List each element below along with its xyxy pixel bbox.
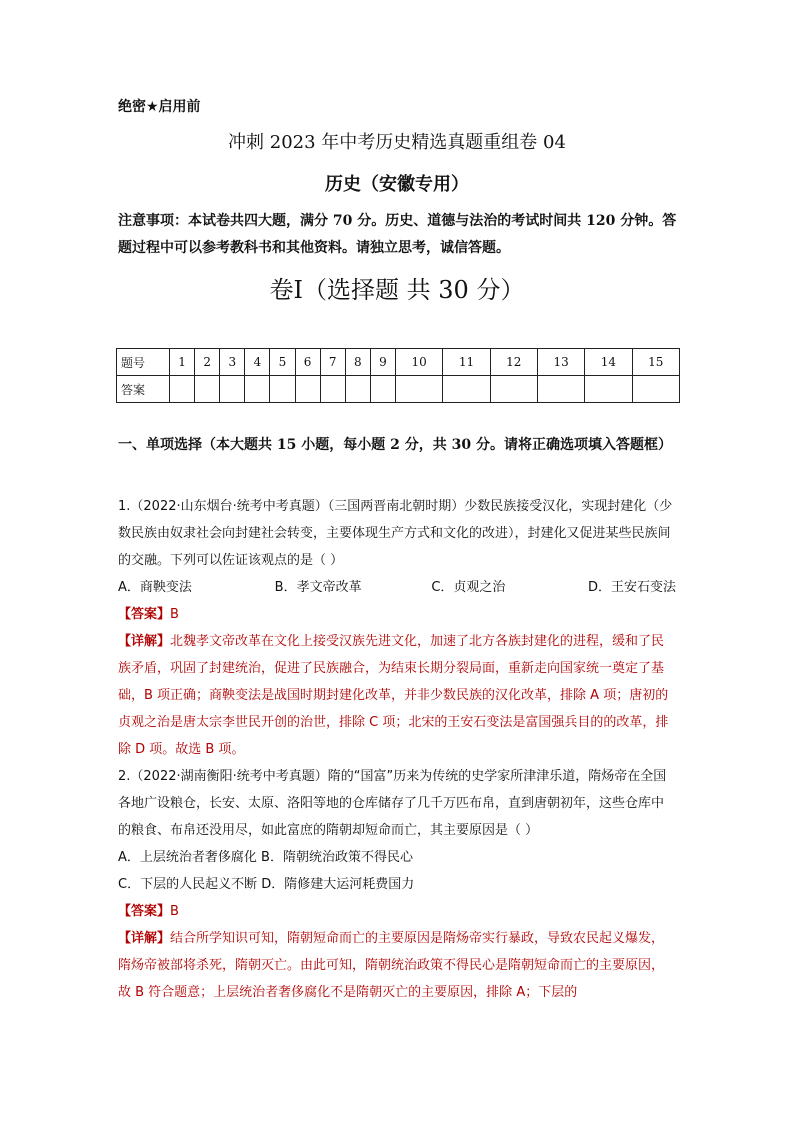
exam-subtitle: 历史（安徽专用） xyxy=(325,174,469,195)
answer-cell[interactable] xyxy=(585,376,632,403)
exam-notice: 注意事项：本试卷共四大题，满分 70 分。历史、道德与法治的考试时间共 120 分钟。答题过程中可以参考教科书和其他资料。请独立思考，诚信答题。 xyxy=(118,213,677,256)
detail-tag: 【详解】 xyxy=(118,634,171,649)
answer-cell[interactable] xyxy=(395,376,442,403)
answer-cell[interactable] xyxy=(632,376,679,403)
question-number-cell: 5 xyxy=(270,349,295,376)
question-2-answer xyxy=(118,898,676,925)
question-number-cell: 8 xyxy=(345,349,370,376)
answer-cell[interactable] xyxy=(320,376,345,403)
answer-cell[interactable] xyxy=(295,376,320,403)
question-2-options-cd: C．下层的人民起义不断 D．隋修建大运河耗费国力 xyxy=(118,877,415,892)
volume-heading: 卷Ⅰ（选择题 共 30 分） xyxy=(269,276,525,304)
answer-value: B xyxy=(170,904,179,919)
option-d: D．王安石变法 xyxy=(587,580,676,595)
detail-tag: 【详解】 xyxy=(118,931,171,946)
answer-cell[interactable] xyxy=(270,376,295,403)
question-2-detail xyxy=(118,925,676,1006)
question-number-cell: 7 xyxy=(320,349,345,376)
question-number-cell: 13 xyxy=(537,349,584,376)
question-number-row xyxy=(117,349,680,376)
answer-tag: 【答案】 xyxy=(118,904,171,919)
answer-cell[interactable] xyxy=(537,376,584,403)
question-number-cell: 15 xyxy=(632,349,679,376)
confidential-mark: 绝密★启用前 xyxy=(118,99,201,115)
question-number-cell: 14 xyxy=(585,349,632,376)
answer-cell[interactable] xyxy=(195,376,220,403)
question-number-cell: 9 xyxy=(370,349,395,376)
question-number-cell: 2 xyxy=(195,349,220,376)
option-a: A．商鞅变法 xyxy=(118,580,192,595)
answer-tag: 【答案】 xyxy=(118,607,171,622)
option-c: C．贞观之治 xyxy=(431,580,506,595)
question-1-options xyxy=(118,574,676,601)
question-number-cell: 11 xyxy=(443,349,490,376)
question-number-cell: 12 xyxy=(490,349,537,376)
question-2-stem: 2.（2022·湖南衡阳·统考中考真题）隋的“国富”历来为传统的史学家所津津乐道，隋炀帝在全国各地广设粮仓，长安、太原、洛阳等地的仓库储存了几千万匹布帛，直到唐朝初年，这些仓库中的粮食、布帛还没用尽，如此富庶的隋朝却短命而亡，其主要原因是（ ） xyxy=(118,769,667,838)
exam-title: 冲刺 2023 年中考历史精选真题重组卷 04 xyxy=(228,132,566,153)
question-1-detail xyxy=(118,628,676,763)
question-1-answer xyxy=(118,601,676,628)
question-number-cell: 10 xyxy=(395,349,442,376)
row-head-answer: 答案 xyxy=(117,376,170,403)
answer-cell[interactable] xyxy=(443,376,490,403)
detail-text: 北魏孝文帝改革在文化上接受汉族先进文化，加速了北方各族封建化的进程，缓和了民族矛盾，巩固了封建统治，促进了民族融合，为结束长期分裂局面，重新走向国家统一奠定了基础，B 项正确；商鞅变法是战国时期封建化改革，并非少数民族的汉化改革，排除 A 项；唐初的贞观之治是唐太宗李世民开创的治世，排除 C 项；北宋的王安石变法是富国强兵目的的改革，排除 D 项。故选 B 项。 xyxy=(118,634,669,757)
detail-text: 结合所学知识可知，隋朝短命而亡的主要原因是隋炀帝实行暴政，导致农民起义爆发，隋炀帝被部将杀死，隋朝灭亡。由此可知，隋朝统治政策不得民心是隋朝短命而亡的主要原因，故 B 符合题意；上层统治者奢侈腐化不是隋朝灭亡的主要原因，排除 A；下层的 xyxy=(118,931,665,1000)
answer-cell[interactable] xyxy=(170,376,195,403)
question-number-cell: 6 xyxy=(295,349,320,376)
answer-row xyxy=(117,376,680,403)
section-heading: 一、单项选择（本大题共 15 小题，每小题 2 分，共 30 分。请将正确选项填入答题框） xyxy=(118,437,672,453)
question-number-cell: 4 xyxy=(245,349,270,376)
question-2-options-ab: A．上层统治者奢侈腐化 B．隋朝统治政策不得民心 xyxy=(118,850,413,865)
question-1-stem: 1.（2022·山东烟台·统考中考真题）（三国两晋南北朝时期）少数民族接受汉化，实现封建化（少数民族由奴隶社会向封建社会转变，主要体现生产方式和文化的改进），封建化又促进某些民族间的交融。下列可以佐证该观点的是（ ） xyxy=(118,499,673,568)
question-number-cell: 1 xyxy=(170,349,195,376)
answer-cell[interactable] xyxy=(220,376,245,403)
answer-cell[interactable] xyxy=(245,376,270,403)
answer-cell[interactable] xyxy=(370,376,395,403)
question-number-cell: 3 xyxy=(220,349,245,376)
answer-value: B xyxy=(170,607,179,622)
answer-cell[interactable] xyxy=(345,376,370,403)
option-b: B．孝文帝改革 xyxy=(274,580,362,595)
answer-cell[interactable] xyxy=(490,376,537,403)
answer-grid xyxy=(116,348,680,403)
row-head-number: 题号 xyxy=(117,349,170,376)
